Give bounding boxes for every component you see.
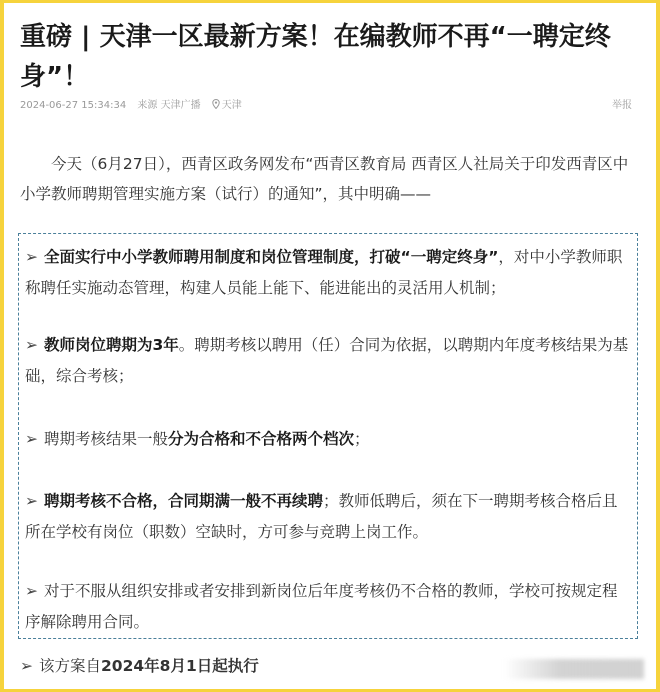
point-bold: 教师岗位聘期为3年 [44, 336, 179, 354]
point-bold: 聘期考核不合格，合同期满一般不再续聘 [44, 492, 324, 510]
article-meta [20, 99, 640, 113]
point-item [25, 242, 631, 304]
arrow-bullet-icon: ➢ [25, 336, 38, 354]
point-text: ，对中小学教师职称聘任实施动态管理，构建人员能上能下、能进能出的灵活用人机制； [25, 248, 623, 297]
article-title: 重磅 | 天津一区最新方案！在编教师不再“一聘定终身”！ [20, 22, 611, 92]
highlight-box [18, 233, 638, 639]
point-text: ； [354, 430, 370, 448]
point-pre: 聘期考核结果一般 [44, 430, 169, 448]
point-item [25, 330, 631, 392]
location-pin-icon [212, 99, 220, 109]
point-item [25, 486, 631, 548]
publish-datetime: 2024-06-27 15:34:34 [20, 100, 127, 111]
location-text: 天津 [221, 100, 242, 111]
arrow-bullet-icon: ➢ [25, 582, 38, 600]
point-item [25, 424, 631, 455]
point-bold: 全面实行中小学教师聘用制度和岗位管理制度，打破“一聘定终身” [44, 248, 499, 266]
location-tag [212, 100, 250, 111]
source-label[interactable]: 来源 天津广播 [137, 100, 201, 111]
article-page [4, 3, 656, 689]
point-text: 。聘期考核以聘用（任）合同为依据，以聘期内年度考核结果为基础，综合考核； [25, 336, 629, 385]
arrow-bullet-icon: ➢ [25, 248, 38, 266]
arrow-bullet-icon: ➢ [25, 430, 38, 448]
point-item [25, 576, 631, 638]
point-bold: 分为合格和不合格两个档次 [168, 430, 355, 448]
intro-paragraph: 今天（6月27日），西青区政务网发布“西青区教育局 西青区人社局关于印发西青区中小学教师聘期管理实施方案（试行）的通知”，其中明确—— [20, 155, 629, 203]
point-text: 对于不服从组织安排或者安排到新岗位后年度考核仍不合格的教师，学校可按规定程序解除聘用合同。 [25, 582, 618, 631]
effective-date: 2024年8月1日起执行 [101, 657, 259, 675]
footer-pre: 该方案自 [39, 657, 102, 675]
report-link[interactable]: 举报 [612, 100, 632, 111]
blurred-watermark [504, 659, 644, 679]
effective-date-line [20, 651, 420, 681]
arrow-bullet-icon: ➢ [25, 492, 38, 510]
point-text: ；教师低聘后，须在下一聘期考核合格后且所在学校有岗位（职数）空缺时，方可参与竞聘上岗工作。 [25, 492, 618, 541]
arrow-bullet-icon: ➢ [20, 657, 33, 675]
